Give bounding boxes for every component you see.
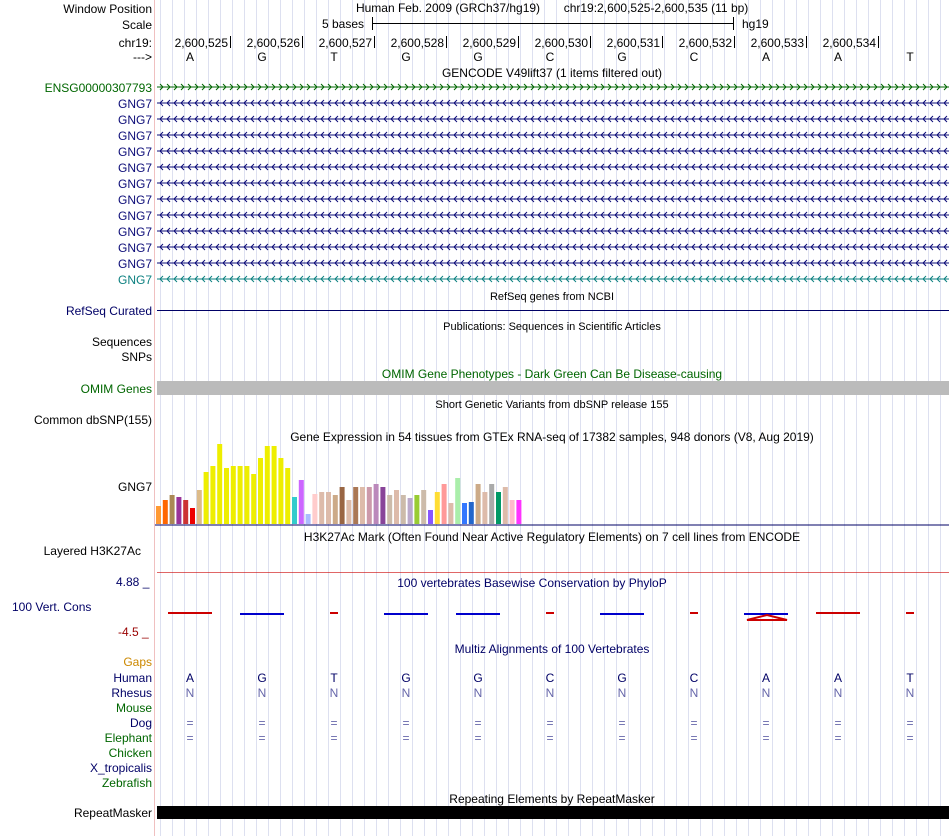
multiz-base: G [257, 671, 267, 685]
gtex-tissue-bar[interactable] [421, 490, 426, 524]
gtex-tissue-bar[interactable] [455, 478, 460, 524]
gtex-tissue-bar[interactable] [428, 510, 433, 524]
multiz-base: = [690, 716, 698, 730]
gene-label[interactable]: GNG7 [117, 273, 152, 287]
multiz-base: G [401, 671, 411, 685]
ruler-tick [302, 36, 303, 48]
gene-model[interactable] [157, 211, 949, 219]
gtex-tissue-bar[interactable] [462, 503, 467, 524]
gtex-tissue-bar[interactable] [156, 506, 161, 524]
gtex-tissue-bar[interactable] [312, 494, 317, 524]
grid-line [352, 0, 353, 836]
gtex-tissue-bar[interactable] [238, 466, 243, 524]
ruler-tick [374, 36, 375, 48]
multiz-base: N [833, 686, 843, 700]
strand-label: ---> [133, 50, 152, 64]
gtex-tissue-bar[interactable] [292, 497, 297, 524]
gtex-tissue-bar[interactable] [204, 472, 209, 524]
gencode-title: GENCODE V49lift37 (1 items filtered out) [441, 66, 663, 80]
species-label[interactable]: Elephant [104, 731, 152, 745]
multiz-base: = [186, 731, 194, 745]
grid-line [724, 0, 725, 836]
gtex-title: Gene Expression in 54 tissues from GTEx RNA-seq of 17382 samples, 948 donors (V8, Aug 2019) [290, 430, 814, 444]
gtex-tissue-bar[interactable] [408, 498, 413, 524]
ruler-tick-label: 2,600,532 [678, 36, 732, 50]
gtex-tissue-bar[interactable] [183, 500, 188, 524]
ruler-tick [806, 36, 807, 48]
gtex-tissue-bar[interactable] [394, 490, 399, 524]
gtex-tissue-bar[interactable] [285, 468, 290, 524]
grid-line [268, 0, 269, 836]
ruler-tick [230, 36, 231, 48]
ruler-tick-label: 2,600,527 [318, 36, 372, 50]
ruler-tick-label: 2,600,528 [390, 36, 444, 50]
grid-line [760, 0, 761, 836]
scale-bar-label: 5 bases [322, 17, 365, 31]
ruler-tick [590, 36, 591, 48]
base-letter: G [617, 50, 627, 64]
gtex-tissue-bar[interactable] [346, 500, 351, 524]
gtex-tissue-bar[interactable] [387, 495, 392, 524]
scale-bar [372, 17, 734, 31]
multiz-base: = [330, 716, 338, 730]
gene-model[interactable] [157, 195, 949, 203]
refseq-title: RefSeq genes from NCBI [489, 291, 615, 303]
grid-line [256, 0, 257, 836]
gtex-tissue-bar[interactable] [272, 446, 277, 524]
gtex-tissue-bar[interactable] [435, 492, 440, 524]
multiz-base: = [762, 716, 770, 730]
multiz-base: = [834, 716, 842, 730]
gtex-tissue-bar[interactable] [442, 484, 447, 524]
grid-line [784, 0, 785, 836]
omim-bar[interactable] [157, 381, 949, 395]
grid-line [832, 0, 833, 836]
ruler-tick-label: 2,600,530 [534, 36, 588, 50]
gene-model[interactable] [157, 259, 949, 267]
gene-label[interactable]: GNG7 [117, 193, 152, 207]
gene-label[interactable]: GNG7 [117, 97, 152, 111]
cons-min: -4.5 _ [118, 625, 149, 639]
grid-line [508, 0, 509, 836]
dbsnp-title: Short Genetic Variants from dbSNP release 155 [435, 399, 669, 411]
grid-line [808, 0, 809, 836]
multiz-base: C [545, 671, 555, 685]
grid-line [436, 0, 437, 836]
species-label[interactable]: Rhesus [111, 686, 152, 700]
multiz-base: A [761, 671, 771, 685]
base-letter: C [545, 50, 555, 64]
grid-line [664, 0, 665, 836]
multiz-base: = [906, 716, 914, 730]
gtex-tissue-bar[interactable] [258, 458, 263, 524]
gtex-tissue-bar[interactable] [210, 466, 215, 524]
gene-model[interactable] [157, 243, 949, 251]
multiz-base: = [762, 731, 770, 745]
ruler-tick-label: 2,600,533 [750, 36, 804, 50]
multiz-base: = [618, 716, 626, 730]
cons-title: 100 vertebrates Basewise Conservation by PhyloP [397, 576, 667, 590]
multiz-base: C [689, 671, 699, 685]
grid-line [712, 0, 713, 836]
multiz-base: N [545, 686, 555, 700]
grid-line [292, 0, 293, 836]
multiz-base: = [690, 731, 698, 745]
db-label: hg19 [742, 17, 769, 31]
grid-line [364, 0, 365, 836]
scale-label: Scale [121, 18, 152, 32]
refseq-label[interactable]: RefSeq Curated [65, 304, 152, 318]
window-position-label: Window Position [63, 2, 152, 16]
grid-line [184, 0, 185, 836]
cons-peak [747, 615, 787, 620]
gene-label[interactable]: GNG7 [117, 225, 152, 239]
grid-line [904, 0, 905, 836]
grid-line [172, 0, 173, 836]
base-letter: G [257, 50, 267, 64]
gtex-tissue-bar[interactable] [251, 474, 256, 524]
multiz-base: = [546, 731, 554, 745]
gtex-tissue-bar[interactable] [170, 495, 175, 524]
gene-model[interactable] [157, 83, 949, 91]
grid-line [220, 0, 221, 836]
multiz-title: Multiz Alignments of 100 Vertebrates [454, 642, 650, 656]
base-letter: A [185, 50, 195, 64]
species-label[interactable]: Chicken [108, 746, 152, 760]
grid-line [388, 0, 389, 836]
species-label[interactable]: Zebrafish [101, 776, 152, 790]
gtex-tissue-bar[interactable] [326, 492, 331, 524]
multiz-base: N [617, 686, 627, 700]
repeat-label[interactable]: RepeatMasker [73, 806, 152, 820]
base-letter: A [833, 50, 843, 64]
grid-line [340, 0, 341, 836]
ruler-tick-label: 2,600,526 [246, 36, 300, 50]
multiz-base: G [473, 671, 483, 685]
base-letter: G [473, 50, 483, 64]
grid-line [316, 0, 317, 836]
grid-line [580, 0, 581, 836]
grid-line [244, 0, 245, 836]
grid-line [688, 0, 689, 836]
multiz-base: N [257, 686, 267, 700]
grid-line [532, 0, 533, 836]
gtex-tissue-bar[interactable] [496, 492, 501, 524]
gene-model[interactable] [157, 115, 949, 123]
grid-line [484, 0, 485, 836]
grid-line [472, 0, 473, 836]
ruler-tick [734, 36, 735, 48]
grid-line [460, 0, 461, 836]
h3k-label[interactable]: Layered H3K27Ac [43, 544, 141, 558]
assembly-title: Human Feb. 2009 (GRCh37/hg19) [355, 1, 541, 15]
gtex-tissue-bar[interactable] [367, 487, 372, 524]
h3k-baseline [157, 572, 949, 573]
grid-line [496, 0, 497, 836]
grid-line [448, 0, 449, 836]
gene-label[interactable]: GNG7 [117, 129, 152, 143]
ruler-tick-label: 2,600,534 [822, 36, 876, 50]
gtex-tissue-bar[interactable] [299, 480, 304, 524]
gtex-tissue-bar[interactable] [401, 495, 406, 524]
grid-line [928, 0, 929, 836]
gtex-label[interactable]: GNG7 [117, 480, 152, 494]
grid-line [160, 0, 161, 836]
multiz-base: A [833, 671, 843, 685]
grid-line [196, 0, 197, 836]
gtex-tissue-bar[interactable] [448, 503, 453, 524]
gtex-tissue-bar[interactable] [231, 466, 236, 524]
ruler-tick [518, 36, 519, 48]
gene-label[interactable]: GNG7 [117, 161, 152, 175]
gene-label[interactable]: GNG7 [117, 177, 152, 191]
ruler-tick [662, 36, 663, 48]
gtex-tissue-bar[interactable] [244, 466, 249, 524]
multiz-base: T [906, 671, 914, 685]
grid-line [304, 0, 305, 836]
left-divider [154, 0, 155, 836]
gtex-tissue-bar[interactable] [306, 514, 311, 524]
grid-line [544, 0, 545, 836]
grid-line [328, 0, 329, 836]
refseq-line [157, 310, 949, 311]
dbsnp-label[interactable]: Common dbSNP(155) [33, 413, 152, 427]
species-label[interactable]: Mouse [115, 701, 152, 715]
gtex-tissue-bar[interactable] [197, 490, 202, 524]
gtex-bar-chart[interactable] [155, 444, 949, 526]
gtex-tissue-bar[interactable] [482, 492, 487, 524]
gtex-tissue-bar[interactable] [516, 500, 521, 524]
ruler-tick [446, 36, 447, 48]
position-readout: chr19:2,600,525-2,600,535 (11 bp) [563, 1, 749, 15]
grid-line [640, 0, 641, 836]
multiz-base: = [474, 731, 482, 745]
grid-line [772, 0, 773, 836]
gene-label[interactable]: GNG7 [117, 145, 152, 159]
multiz-base: = [258, 731, 266, 745]
grid-line [280, 0, 281, 836]
gene-model[interactable] [157, 99, 949, 107]
repeat-bar[interactable] [157, 806, 949, 819]
chrom-label: chr19: [118, 36, 152, 50]
multiz-base: = [618, 731, 626, 745]
grid-line [628, 0, 629, 836]
multiz-base: = [402, 716, 410, 730]
grid-line [700, 0, 701, 836]
gaps-label: Gaps [123, 655, 152, 669]
gene-label[interactable]: GNG7 [117, 257, 152, 271]
multiz-base: = [546, 716, 554, 730]
grid-line [892, 0, 893, 836]
gtex-tissue-bar[interactable] [380, 487, 385, 524]
omim-label[interactable]: OMIM Genes [80, 382, 152, 396]
gtex-tissue-bar[interactable] [340, 487, 345, 524]
grid-line [820, 0, 821, 836]
gtex-tissue-bar[interactable] [360, 487, 365, 524]
grid-line [652, 0, 653, 836]
grid-line [232, 0, 233, 836]
base-letter: C [689, 50, 699, 64]
grid-line [856, 0, 857, 836]
snps-label[interactable]: SNPs [121, 350, 152, 364]
gene-model[interactable] [157, 275, 949, 283]
gtex-tissue-bar[interactable] [176, 497, 181, 524]
base-letter: T [906, 50, 914, 64]
repeat-title: Repeating Elements by RepeatMasker [449, 792, 655, 806]
gene-model[interactable] [157, 179, 949, 187]
gtex-tissue-bar[interactable] [414, 495, 419, 524]
species-label[interactable]: Dog [129, 716, 152, 730]
cons-plot[interactable] [155, 600, 949, 630]
grid-line [916, 0, 917, 836]
grid-line [604, 0, 605, 836]
gtex-tissue-bar[interactable] [217, 444, 222, 524]
species-label[interactable]: X_tropicalis [89, 761, 152, 775]
gtex-tissue-bar[interactable] [319, 492, 324, 524]
multiz-base: = [474, 716, 482, 730]
grid-line [736, 0, 737, 836]
cons-label[interactable]: 100 Vert. Cons [12, 600, 92, 614]
grid-line [556, 0, 557, 836]
grid-line [748, 0, 749, 836]
gene-label[interactable]: GNG7 [117, 241, 152, 255]
gene-model[interactable] [157, 147, 949, 155]
gtex-tissue-bar[interactable] [224, 468, 229, 524]
grid-line [616, 0, 617, 836]
gtex-tissue-bar[interactable] [510, 500, 515, 524]
grid-line [880, 0, 881, 836]
grid-line [844, 0, 845, 836]
grid-line [592, 0, 593, 836]
gene-model[interactable] [157, 227, 949, 235]
gene-model[interactable] [157, 131, 949, 139]
cons-max: 4.88 _ [116, 575, 150, 589]
multiz-base: = [186, 716, 194, 730]
multiz-base: = [330, 731, 338, 745]
grid-line [568, 0, 569, 836]
gtex-tissue-bar[interactable] [374, 484, 379, 524]
grid-line [412, 0, 413, 836]
ruler-tick [878, 36, 879, 48]
gene-model[interactable] [157, 163, 949, 171]
multiz-base: = [258, 716, 266, 730]
multiz-base: = [834, 731, 842, 745]
multiz-base: = [906, 731, 914, 745]
gtex-tissue-bar[interactable] [353, 487, 358, 524]
gtex-tissue-bar[interactable] [278, 458, 283, 524]
grid-line [208, 0, 209, 836]
multiz-base: N [473, 686, 483, 700]
gtex-tissue-bar[interactable] [333, 495, 338, 524]
grid-line [796, 0, 797, 836]
multiz-base: A [185, 671, 195, 685]
gtex-tissue-bar[interactable] [503, 487, 508, 524]
gtex-tissue-bar[interactable] [265, 446, 270, 524]
gtex-tissue-bar[interactable] [190, 508, 195, 524]
gtex-tissue-bar[interactable] [469, 502, 474, 524]
grid-line [520, 0, 521, 836]
grid-line [868, 0, 869, 836]
grid-line [676, 0, 677, 836]
gtex-tissue-bar[interactable] [163, 500, 168, 524]
multiz-base: T [330, 671, 338, 685]
multiz-base: N [401, 686, 411, 700]
grid-line [400, 0, 401, 836]
multiz-base: N [689, 686, 699, 700]
multiz-base: N [905, 686, 915, 700]
gene-label[interactable]: ENSG00000307793 [44, 81, 152, 95]
base-letter: A [761, 50, 771, 64]
multiz-base: N [329, 686, 339, 700]
ruler-tick-label: 2,600,525 [174, 36, 228, 50]
grid-line [376, 0, 377, 836]
grid-line [940, 0, 941, 836]
base-letter: T [330, 50, 338, 64]
multiz-base: N [185, 686, 195, 700]
ruler-tick-label: 2,600,529 [462, 36, 516, 50]
h3k-title: H3K27Ac Mark (Often Found Near Active Regulatory Elements) on 7 cell lines from ENCODE [303, 530, 801, 544]
gene-label[interactable]: GNG7 [117, 209, 152, 223]
species-label[interactable]: Human [113, 671, 152, 685]
base-letter: G [401, 50, 411, 64]
gene-label[interactable]: GNG7 [117, 113, 152, 127]
gtex-tissue-bar[interactable] [476, 484, 481, 524]
sequences-label[interactable]: Sequences [91, 335, 152, 349]
omim-title: OMIM Gene Phenotypes - Dark Green Can Be Disease-causing [381, 367, 723, 381]
grid-line [424, 0, 425, 836]
multiz-base: G [617, 671, 627, 685]
gtex-tissue-bar[interactable] [489, 484, 494, 524]
pubs-title: Publications: Sequences in Scientific Articles [443, 321, 661, 333]
multiz-base: N [761, 686, 771, 700]
multiz-base: = [402, 731, 410, 745]
ruler-tick-label: 2,600,531 [606, 36, 660, 50]
